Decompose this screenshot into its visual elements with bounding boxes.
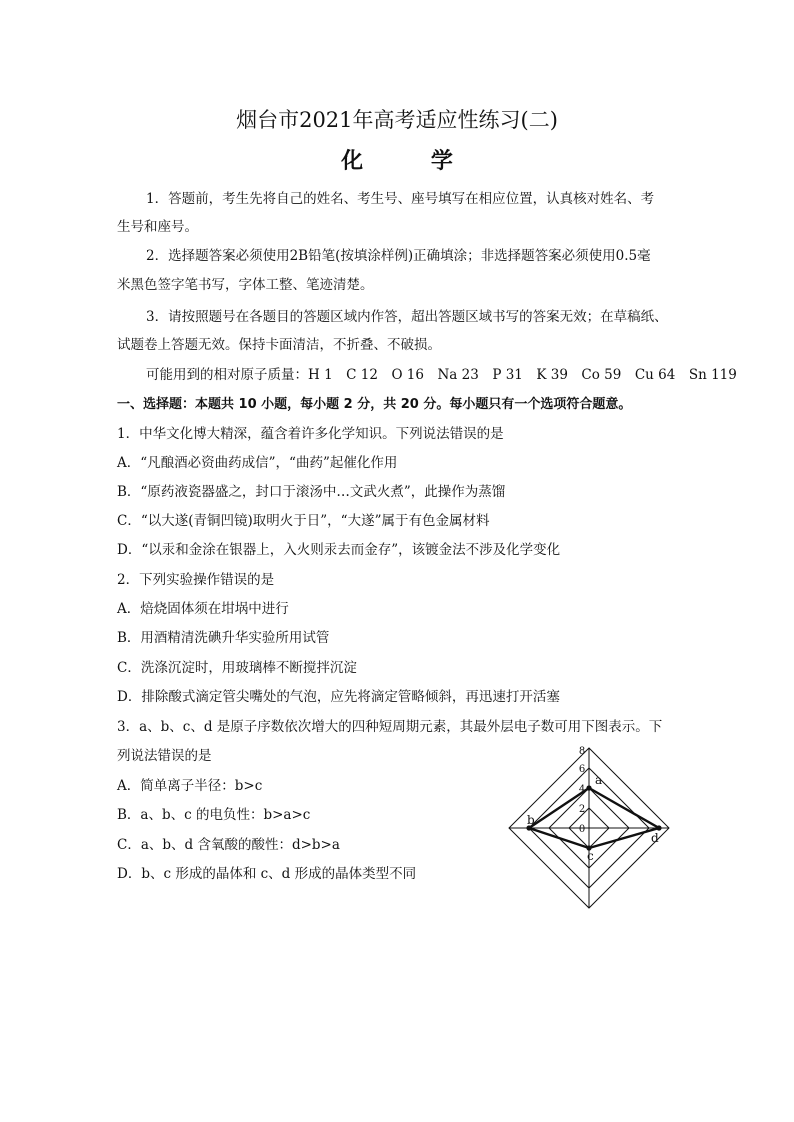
axis-tick-label: 0 (578, 824, 586, 835)
point-label-d: d (651, 831, 659, 845)
question-2-option-a: A．焙烧固体须在坩埚中进行 (117, 601, 289, 617)
question-1-option-b: B．“原药液瓷器盛之，封口于滚汤中…文武火煮”，此操作为蒸馏 (117, 484, 506, 500)
question-3-stem-line-1: 3．a、b、c、d 是原子序数依次增大的四种短周期元素，其最外层电子数可用下图表示。下 (117, 719, 663, 735)
axis-tick-label: 4 (578, 784, 586, 795)
electron-radar-chart (504, 740, 674, 918)
axis-tick-label: 8 (578, 746, 586, 757)
section-1-heading: 一、选择题：本题共 10 小题，每小题 2 分，共 20 分。每小题只有一个选项符合题意。 (117, 397, 632, 412)
exam-title: 烟台市2021年高考适应性练习(二) (236, 108, 558, 132)
axis-tick-label: 2 (578, 804, 586, 815)
point-label-a: a (595, 773, 603, 787)
instruction-1-line-2: 生号和座号。 (117, 219, 198, 235)
point-label-c: c (587, 849, 594, 863)
question-1-stem: 1．中华文化博大精深，蕴含着许多化学知识。下列说法错误的是 (117, 426, 504, 442)
question-1-option-c: C．“以大遂(青铜凹镜)取明火于日”，“大遂”属于有色金属材料 (117, 513, 490, 529)
instruction-3-line-1: 3．请按照题号在各题目的答题区域内作答，超出答题区域书写的答案无效；在草稿纸、 (146, 309, 668, 325)
point-label-b: b (527, 813, 535, 827)
atomic-masses: 可能用到的相对原子质量：H 1 C 12 O 16 Na 23 P 31 K 39 Co 59 Cu 64 Sn 119 (146, 367, 737, 383)
subject-title: 化 学 (341, 148, 483, 174)
data-series-line (529, 788, 659, 848)
data-point-d (656, 825, 661, 830)
question-2-option-d: D．排除酸式滴定管尖嘴处的气泡，应先将滴定管略倾斜，再迅速打开活塞 (117, 689, 560, 705)
question-1-option-d: D．“以汞和金涂在银器上，入火则汞去而金存”，该镀金法不涉及化学变化 (117, 542, 561, 558)
question-3-option-b: B．a、b、c 的电负性：b>a>c (117, 807, 311, 823)
instruction-1-line-1: 1．答题前，考生先将自己的姓名、考生号、座号填写在相应位置，认真核对姓名、考 (146, 191, 655, 207)
question-2-option-c: C．洗涤沉淀时，用玻璃棒不断搅拌沉淀 (117, 660, 357, 676)
data-point-a (586, 785, 591, 790)
axis-tick-label: 6 (578, 764, 586, 775)
instruction-2-line-1: 2．选择题答案必须使用2B铅笔(按填涂样例)正确填涂；非选择题答案必须使用0.5毫 (146, 248, 651, 264)
instruction-3-line-2: 试题卷上答题无效。保持卡面清洁，不折叠、不破损。 (117, 337, 441, 353)
question-3-option-c: C．a、b、d 含氧酸的酸性：d>b>a (117, 837, 340, 853)
question-2-stem: 2．下列实验操作错误的是 (117, 572, 275, 588)
instruction-2-line-2: 米黑色签字笔书写，字体工整、笔迹清楚。 (117, 277, 374, 293)
question-1-option-a: A．“凡酿酒必资曲药成信”，“曲药”起催化作用 (117, 455, 398, 471)
question-2-option-b: B．用酒精清洗碘升华实验所用试管 (117, 630, 330, 646)
question-3-option-d: D．b、c 形成的晶体和 c、d 形成的晶体类型不同 (117, 866, 417, 882)
question-3-stem-line-2: 列说法错误的是 (117, 748, 212, 764)
question-3-option-a: A．简单离子半径：b>c (117, 778, 263, 794)
